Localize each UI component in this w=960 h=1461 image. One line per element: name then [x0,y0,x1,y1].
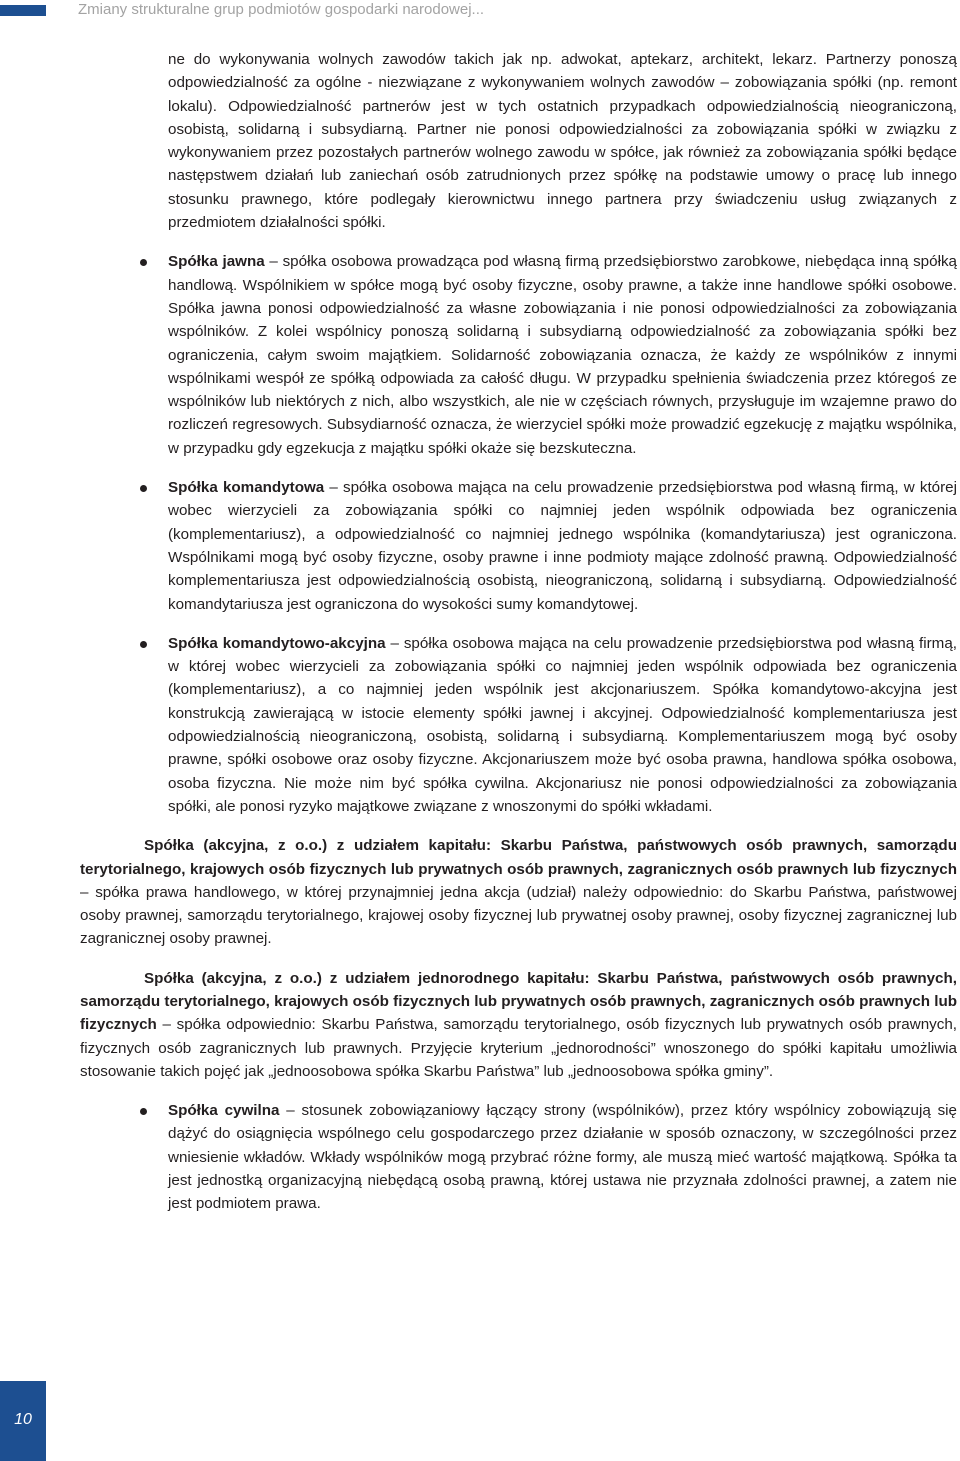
page-content [80,48,957,1216]
list-item-spolka-komandytowa [168,476,957,616]
definition-spolka-cywilna: – stosunek zobowiązaniowy łączący strony (wspólników), przez który wspólnicy zobowiązują się dążyć do osiągnięcia wspólnego celu gospodarczego przez działanie w sposób oznaczony, w szczególności przez wniesienie wkładów. Wkłady wspólników mogą przybrać różne formy, ale muszą mieć wartość majątkową. Spółka ta jest jednostką organizacyjną niebędącą osobą prawną, której ustawa nie przyznała zdolności prawnej, a zatem nie jest podmiotem prawa. [168,1102,957,1213]
page-number-box [0,1381,46,1461]
definition-spolka-komandytowo-akcyjna: – spółka osobowa mająca na celu prowadzenie przedsiębiorstwa pod własną firmą, w której wobec wierzycieli za zobowiązania spółki co najmniej jeden wspólnik odpowiada bez ograniczenia (komplementariusz), a co najmniej jeden wspólnik jest akcjonariuszem. Spółka komandytowo-akcyjna jest konstrukcją zawierającą w istocie elementy spółki jawnej i akcyjnej. Odpowiedzialność komplementariusza jest odpowiedzialnością nieograniczoną, osobistą, solidarną i subsydiarną. Komplementariuszem mogą być osoby prawne, spółki osobowe oraz osoby fizyczne. Akcjonariuszem może być osoba prawna, handlowa spółka osobowa, osoba fizyczna. Nie może nim być spółka cywilna. Akcjonariusz nie ponosi odpowiedzialności za zobowiązania spółki, ale ponosi ryzyko majątkowe związane z wnoszonymi do spółki wkładami. [168,634,958,815]
paragraph-spolka-jednorodnego-kapitalu [80,967,957,1083]
bullet-icon [140,485,147,492]
term-spolka-komandytowa: Spółka komandytowa [168,479,325,497]
bullet-icon [140,1108,147,1115]
term-spolka-jawna: Spółka jawna [168,253,265,271]
definition-spolka-jawna: – spółka osobowa prowadząca pod własną firmą przedsiębiorstwo zarobkowe, niebędąca inną spółką handlową. Wspólnikiem w spółce mogą być osoby fizyczne, osoby prawne, a także inne handlowe spółki osobowe. Spółka jawna ponosi odpowiedzialność za własne zobowiązania i nie ponosi odpowiedzialności za zobowiązania wspólników. Z kolei wspólnicy ponoszą solidarną i subsydiarną odpowiedzialność za zobowiązania spółki bez ograniczenia, całym swoim majątkiem. Solidarność zobowiązania oznacza, że każdy ze wspólników z innymi wspólnikami wespół ze spółką odpowiada za całość długu. W przypadku spełnienia świadczenia przez któregoś ze wspólników lub niektórych z nich, albo wszystkich, ale nie w częściach równych, przysługuje im wzajemne prawo do rozliczeń regresowych. Subsydiarność oznacza, że wierzyciel spółki może prowadzić egzekucję z majątku wspólnika, w przypadku gdy egzekucja z majątku spółki okaże się bezskuteczna. [168,253,957,457]
term-spolka-jednorodnego-kapitalu: Spółka (akcyjna, z o.o.) z udziałem jednorodnego kapitału: Skarbu Państwa, państwowych osób prawnych, samorządu terytorialnego, krajowych osób fizycznych lub prywatnych osób prawnych, zagranicznych osób prawnych lub fizycznych [80,969,957,1034]
header-accent-bar [0,5,46,16]
term-spolka-z-udzialem-kapitalu: Spółka (akcyjna, z o.o.) z udziałem kapitału: Skarbu Państwa, państwowych osób prawnych, samorządu terytorialnego, krajowych osób fizycznych lub prywatnych osób prawnych, zagranicznych osób prawnych lub fizycznych [80,837,957,878]
definition-spolka-jednorodnego-kapitalu: – spółka odpowiednio: Skarbu Państwa, samorządu terytorialnego, osób fizycznych lub prywatnych osób prawnych, fizycznych osób zagranicznych lub prawnych. Przyjęcie kryterium „jednorodności” wnoszonego do spółki kapitału umożliwia stosowanie takich pojęć jak „jednoosobowa spółka Skarbu Państwa” lub „jednoosobowa spółka gminy”. [80,1016,957,1080]
definition-spolka-z-udzialem-kapitalu: – spółka prawa handlowego, w której przynajmniej jedna akcja (udział) należy odpowiednio: do Skarbu Państwa, państwowej osoby prawnej, samorządu terytorialnego, krajowej osoby fizycznej lub prywatnej osoby prawnej, osoby fizycznej zagranicznej lub zagranicznej osoby prawnej. [80,883,957,948]
bullet-icon [140,641,147,648]
page-header [0,0,960,24]
continuation-text-part1: ne do wykonywania wolnych zawodów takich jak np. adwokat, aptekarz, architekt, lekarz. Partnerzy ponoszą odpowiedzialność za ogólne - niezwiązane z wykonywaniem wolnych zawodów – zobowiązania spółki (np. remont lokalu). Odpowiedzialność partnerów jest w tych ostatnich przypadkach odpowiedzialnością nieograniczoną, osobistą, solidarną i subsydiarną. [168,51,957,138]
bullet-icon [140,259,147,266]
page-number: 10 [14,1411,32,1428]
list-item-spolka-cywilna [168,1099,957,1215]
list-item-spolka-komandytowo-akcyjna [168,632,957,818]
list-item-spolka-jawna [168,250,957,460]
term-spolka-komandytowo-akcyjna: Spółka komandytowo-akcyjna [168,634,386,652]
definition-spolka-komandytowa: – spółka osobowa mająca na celu prowadzenie przedsiębiorstwa pod własną firmą, w której wobec wierzycieli za zobowiązania spółki co najmniej jeden wspólnik odpowiada bez ograniczenia (komplementariusz), a odpowiedzialność co najmniej jednego wspólnika (komandytariusza) jest ograniczona. Wspólnikami mogą być osoby fizyczne, osoby prawne i inne podmioty mające zdolność prawną. Odpowiedzialność komplementariusza jest odpowiedzialnością osobistą, nieograniczoną, solidarną i subsydiarną. Odpowiedzialność komandytariusza jest ograniczona do wysokości sumy komandytowej. [168,479,957,613]
paragraph-spolka-z-udzialem-kapitalu [80,834,957,950]
continuation-text-part2: Partner nie ponosi odpowiedzialności za zobowiązania spółki w związku z wykonywaniem przez pozostałych partnerów wolnego zawodu w spółce, jak również za zobowiązania spółki będące następstwem działań lub zaniechań osób zatrudnionych przez spółkę na podstawie umowy o pracę lub innego stosunku prawnego, które podlegały kierownictwu innego partnera przy świadczeniu usług związanych z przedmiotem działalności spółki. [168,120,957,232]
continuation-paragraph [168,48,957,234]
running-title: Zmiany strukturalne grup podmiotów gospodarki narodowej... [78,1,485,18]
term-spolka-cywilna: Spółka cywilna [168,1102,280,1120]
